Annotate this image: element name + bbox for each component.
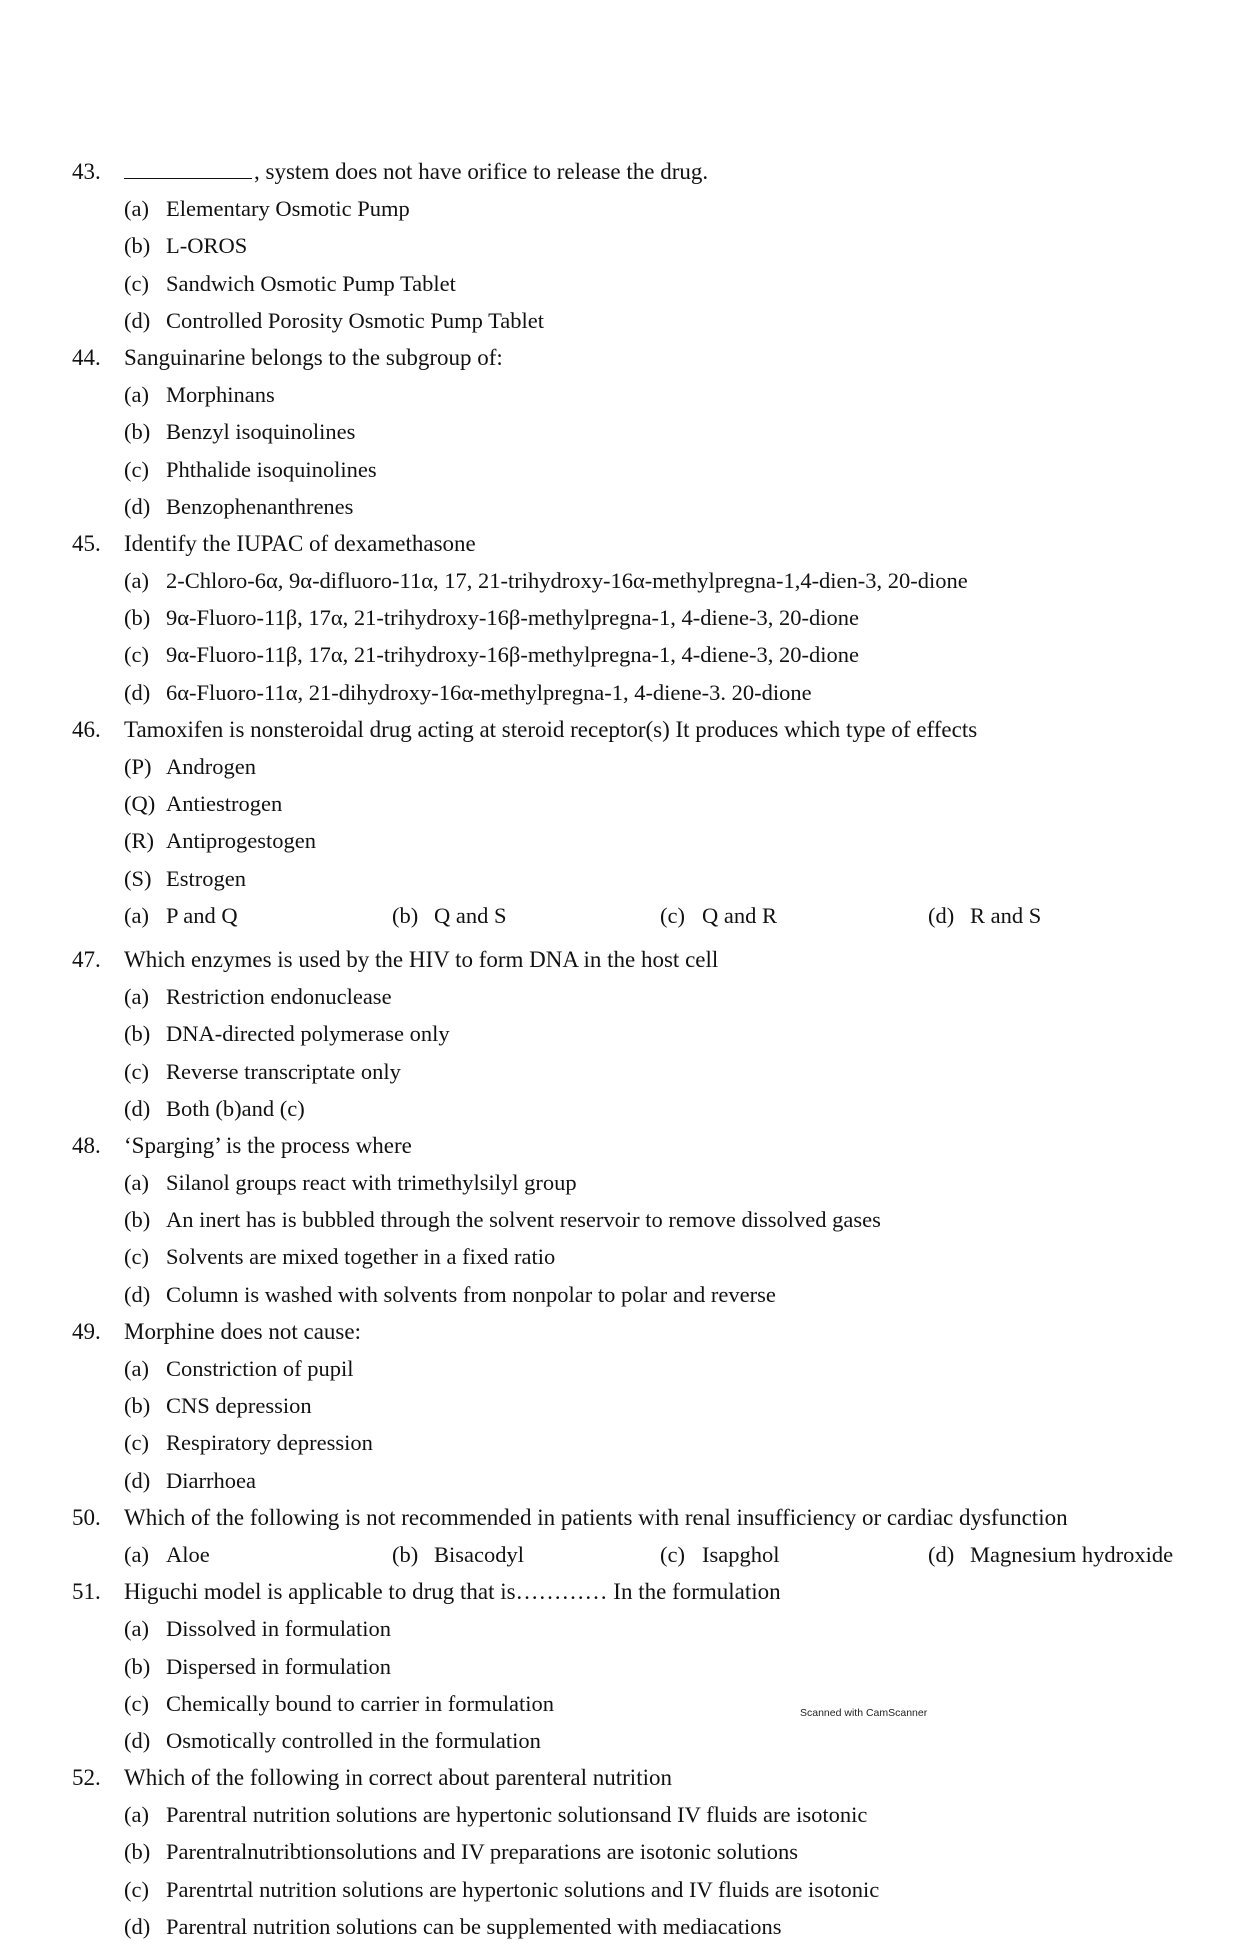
option <box>124 978 660 1015</box>
question-text-wrap <box>124 1573 1182 1610</box>
option-label: (c) <box>660 1541 685 1567</box>
option-label: (d) <box>928 1541 955 1567</box>
answer-blank <box>124 162 252 179</box>
question-text-wrap <box>124 1759 1182 1796</box>
option-text: An inert has is bubbled through the solvent reservoir to remove dissolved gases <box>166 1207 881 1233</box>
option-text: Morphinans <box>166 382 275 408</box>
option <box>124 860 660 897</box>
option-group <box>72 1350 1182 1499</box>
option-text: Dispersed in formulation <box>166 1653 391 1679</box>
option-label: (b) <box>124 1839 151 1865</box>
question-text: Sanguinarine belongs to the subgroup of: <box>124 344 503 370</box>
question-text: ‘Sparging’ is the process where <box>124 1132 412 1158</box>
question-text: Which enzymes is used by the HIV to form DNA in the host cell <box>124 946 719 972</box>
option <box>660 1536 928 1573</box>
option-label: (d) <box>124 1095 151 1121</box>
option-label: (a) <box>124 382 149 408</box>
option-label: (c) <box>124 1244 149 1270</box>
option-text: Q and R <box>702 902 777 928</box>
option-label: (b) <box>124 1021 151 1047</box>
question-text-wrap <box>124 1127 1182 1164</box>
question-number: 50. <box>72 1504 101 1530</box>
option <box>392 1536 660 1573</box>
question-text-wrap <box>124 1313 1182 1350</box>
option-text: P and Q <box>166 902 238 928</box>
option <box>124 1350 660 1387</box>
option <box>124 748 660 785</box>
option-label: (d) <box>124 1913 151 1939</box>
option-label: (d) <box>124 493 151 519</box>
question <box>72 711 1182 748</box>
option <box>124 1685 660 1722</box>
option <box>124 562 1182 599</box>
option <box>124 1610 660 1647</box>
option <box>928 1536 1174 1573</box>
option-text: L-OROS <box>166 233 248 259</box>
option-label: (d) <box>928 902 955 928</box>
option <box>124 1201 1182 1238</box>
option <box>124 488 660 525</box>
option-label: (a) <box>124 1616 149 1642</box>
option-label: (b) <box>392 1541 419 1567</box>
option-label: (d) <box>124 1467 151 1493</box>
option-label: (S) <box>124 865 152 891</box>
option-group <box>72 1796 1182 1945</box>
question-text: Higuchi model is applicable to drug that is………… In the formulation <box>124 1579 781 1605</box>
option-text: Antiprogestogen <box>166 828 316 854</box>
option-label: (a) <box>124 1356 149 1381</box>
option-label: (c) <box>124 1690 149 1716</box>
option-text: 2-Chloro-6α, 9α-difluoro-11α, 17, 21-trihydroxy-16α-methylpregna-1,4-dien-3, 20-dione <box>166 568 968 594</box>
question-text: , system does not have orifice to release the drug. <box>254 159 709 184</box>
option-text: Controlled Porosity Osmotic Pump Tablet <box>166 307 545 333</box>
option <box>124 1424 660 1461</box>
option-label: (d) <box>124 307 151 333</box>
option <box>928 897 1118 934</box>
question-number: 46. <box>72 716 101 742</box>
option-label: (b) <box>124 1653 151 1679</box>
question-number: 51. <box>72 1579 101 1605</box>
option <box>124 1387 660 1424</box>
option-text: Restriction endonuclease <box>166 984 392 1010</box>
option-text: Elementary Osmotic Pump <box>166 196 410 222</box>
option <box>124 1648 660 1685</box>
option-text: Both (b)and (c) <box>166 1095 305 1121</box>
option-label: (b) <box>124 233 151 259</box>
option-label: (c) <box>124 1058 149 1084</box>
option-text: Dissolved in formulation <box>166 1616 391 1642</box>
option-group <box>72 1536 1182 1573</box>
option-label: (P) <box>124 754 152 779</box>
option-label: (b) <box>124 605 151 631</box>
option-text: CNS depression <box>166 1393 312 1419</box>
option-text: R and S <box>970 902 1042 928</box>
question-text: Tamoxifen is nonsteroidal drug acting at steroid receptor(s) It produces which type of effects <box>124 716 978 742</box>
option <box>124 376 660 413</box>
option-label: (b) <box>392 902 419 928</box>
option-text: Reverse transcriptate only <box>166 1058 401 1084</box>
question-text-wrap <box>124 339 1182 376</box>
option-text: Androgen <box>166 754 256 779</box>
question-number: 43. <box>72 159 101 184</box>
option-text: Phthalide isoquinolines <box>166 456 377 482</box>
option <box>124 1276 1182 1313</box>
option-text: DNA-directed polymerase only <box>166 1021 450 1047</box>
option <box>124 1871 1182 1908</box>
option-text: Sandwich Osmotic Pump Tablet <box>166 270 456 296</box>
option-group <box>72 1164 1182 1313</box>
option <box>124 599 1182 636</box>
option-text: Column is washed with solvents from nonpolar to polar and reverse <box>166 1281 776 1307</box>
option-label: (b) <box>124 1207 151 1233</box>
option-text: 9α-Fluoro-11β, 17α, 21-trihydroxy-16β-methylpregna-1, 4-diene-3, 20-dione <box>166 642 859 668</box>
option-label: (a) <box>124 568 149 594</box>
option <box>124 1833 1182 1870</box>
option-label: (R) <box>124 828 154 854</box>
option-group <box>72 190 1182 339</box>
option-text: Estrogen <box>166 865 246 891</box>
question-text: Identify the IUPAC of dexamethasone <box>124 530 476 556</box>
option <box>124 674 1182 711</box>
option-text: Parentralnutribtionsolutions and IV preparations are isotonic solutions <box>166 1839 798 1865</box>
question-text-wrap <box>124 525 1182 562</box>
option <box>392 897 660 934</box>
option-label: (a) <box>124 1541 149 1567</box>
spacer <box>72 934 1182 941</box>
question-text: Which of the following in correct about parenteral nutrition <box>124 1765 672 1791</box>
question-text-wrap <box>124 941 1182 978</box>
option-label: (a) <box>124 902 149 928</box>
question-number: 45. <box>72 530 101 556</box>
option-text: Parentral nutrition solutions can be supplemented with mediacations <box>166 1913 782 1939</box>
question-text-wrap <box>124 1499 1182 1536</box>
option-text: Aloe <box>166 1541 210 1567</box>
option-text: Parentrtal nutrition solutions are hypertonic solutions and IV fluids are isotonic <box>166 1876 880 1902</box>
option-label: (a) <box>124 1802 149 1828</box>
question <box>72 1499 1182 1536</box>
option <box>124 1536 392 1573</box>
option <box>660 897 928 934</box>
option <box>124 1164 1182 1201</box>
option-text: Bisacodyl <box>434 1541 524 1567</box>
question-number: 52. <box>72 1765 101 1791</box>
answer-group <box>72 897 1182 934</box>
option <box>124 897 392 934</box>
question-text: Morphine does not cause: <box>124 1318 361 1344</box>
option-text: Solvents are mixed together in a fixed ratio <box>166 1244 556 1270</box>
question-number: 44. <box>72 344 101 370</box>
option-text: Chemically bound to carrier in formulation <box>166 1690 555 1716</box>
option-label: (b) <box>124 419 151 445</box>
option <box>124 636 1182 673</box>
question <box>72 339 1182 376</box>
option-text: Osmotically controlled in the formulation <box>166 1727 541 1753</box>
option <box>124 265 660 302</box>
option-text: 6α-Fluoro-11α, 21-dihydroxy-16α-methylpregna-1, 4-diene-3. 20-dione <box>166 679 812 705</box>
option <box>124 1015 660 1052</box>
option-label: (c) <box>124 1876 149 1902</box>
question <box>72 1313 1182 1350</box>
option <box>124 451 660 488</box>
question <box>72 1127 1182 1164</box>
option-text: Magnesium hydroxide <box>970 1541 1174 1567</box>
option-label: (c) <box>124 270 149 296</box>
option-text: Silanol groups react with trimethylsilyl group <box>166 1170 577 1196</box>
question-text-wrap <box>124 711 1182 748</box>
question-number: 48. <box>72 1132 101 1158</box>
option-text: Isapghol <box>702 1541 780 1567</box>
option-label: (c) <box>124 456 149 482</box>
question-list <box>72 153 1182 1945</box>
option <box>124 1908 1182 1945</box>
option-group <box>72 748 1182 897</box>
option <box>124 190 660 227</box>
option-group <box>72 978 1182 1127</box>
question-text-wrap <box>124 153 1182 190</box>
scanner-footer: Scanned with CamScanner <box>800 1707 928 1719</box>
option <box>124 1238 1182 1275</box>
option-text: Respiratory depression <box>166 1430 373 1456</box>
option <box>124 1053 660 1090</box>
option-label: (d) <box>124 679 151 705</box>
option-text: 9α-Fluoro-11β, 17α, 21-trihydroxy-16β-methylpregna-1, 4-diene-3, 20-dione <box>166 605 859 631</box>
option-label: (Q) <box>124 791 156 817</box>
question <box>72 941 1182 978</box>
question <box>72 153 1182 190</box>
option-label: (b) <box>124 1393 151 1419</box>
question-number: 49. <box>72 1318 101 1344</box>
option <box>124 1090 660 1127</box>
question-number: 47. <box>72 946 101 972</box>
option-label: (a) <box>124 1170 149 1196</box>
option-text: Parentral nutrition solutions are hypertonic solutionsand IV fluids are isotonic <box>166 1802 868 1828</box>
option <box>124 227 660 264</box>
option-text: Benzyl isoquinolines <box>166 419 356 445</box>
option-group <box>72 1610 1182 1759</box>
option-label: (c) <box>124 642 149 668</box>
option-label: (a) <box>124 196 149 222</box>
option-group <box>72 376 1182 525</box>
option-text: Antiestrogen <box>166 791 283 817</box>
option <box>124 1796 1182 1833</box>
option <box>124 1462 660 1499</box>
question <box>72 1759 1182 1796</box>
option-label: (c) <box>660 902 685 928</box>
option-group <box>72 562 1182 711</box>
option-label: (d) <box>124 1281 151 1307</box>
option-text: Diarrhoea <box>166 1467 256 1493</box>
option <box>124 413 660 450</box>
option-text: Constriction of pupil <box>166 1356 354 1381</box>
option <box>124 785 660 822</box>
option-label: (a) <box>124 984 149 1010</box>
question <box>72 1573 1182 1610</box>
option <box>124 822 660 859</box>
option-text: Benzophenanthrenes <box>166 493 354 519</box>
option <box>124 302 660 339</box>
option <box>124 1722 660 1759</box>
option-label: (c) <box>124 1430 149 1456</box>
option-text: Q and S <box>434 902 507 928</box>
option-label: (d) <box>124 1727 151 1753</box>
question-text: Which of the following is not recommended in patients with renal insufficiency or cardiac dysfunction <box>124 1504 1068 1530</box>
question <box>72 525 1182 562</box>
